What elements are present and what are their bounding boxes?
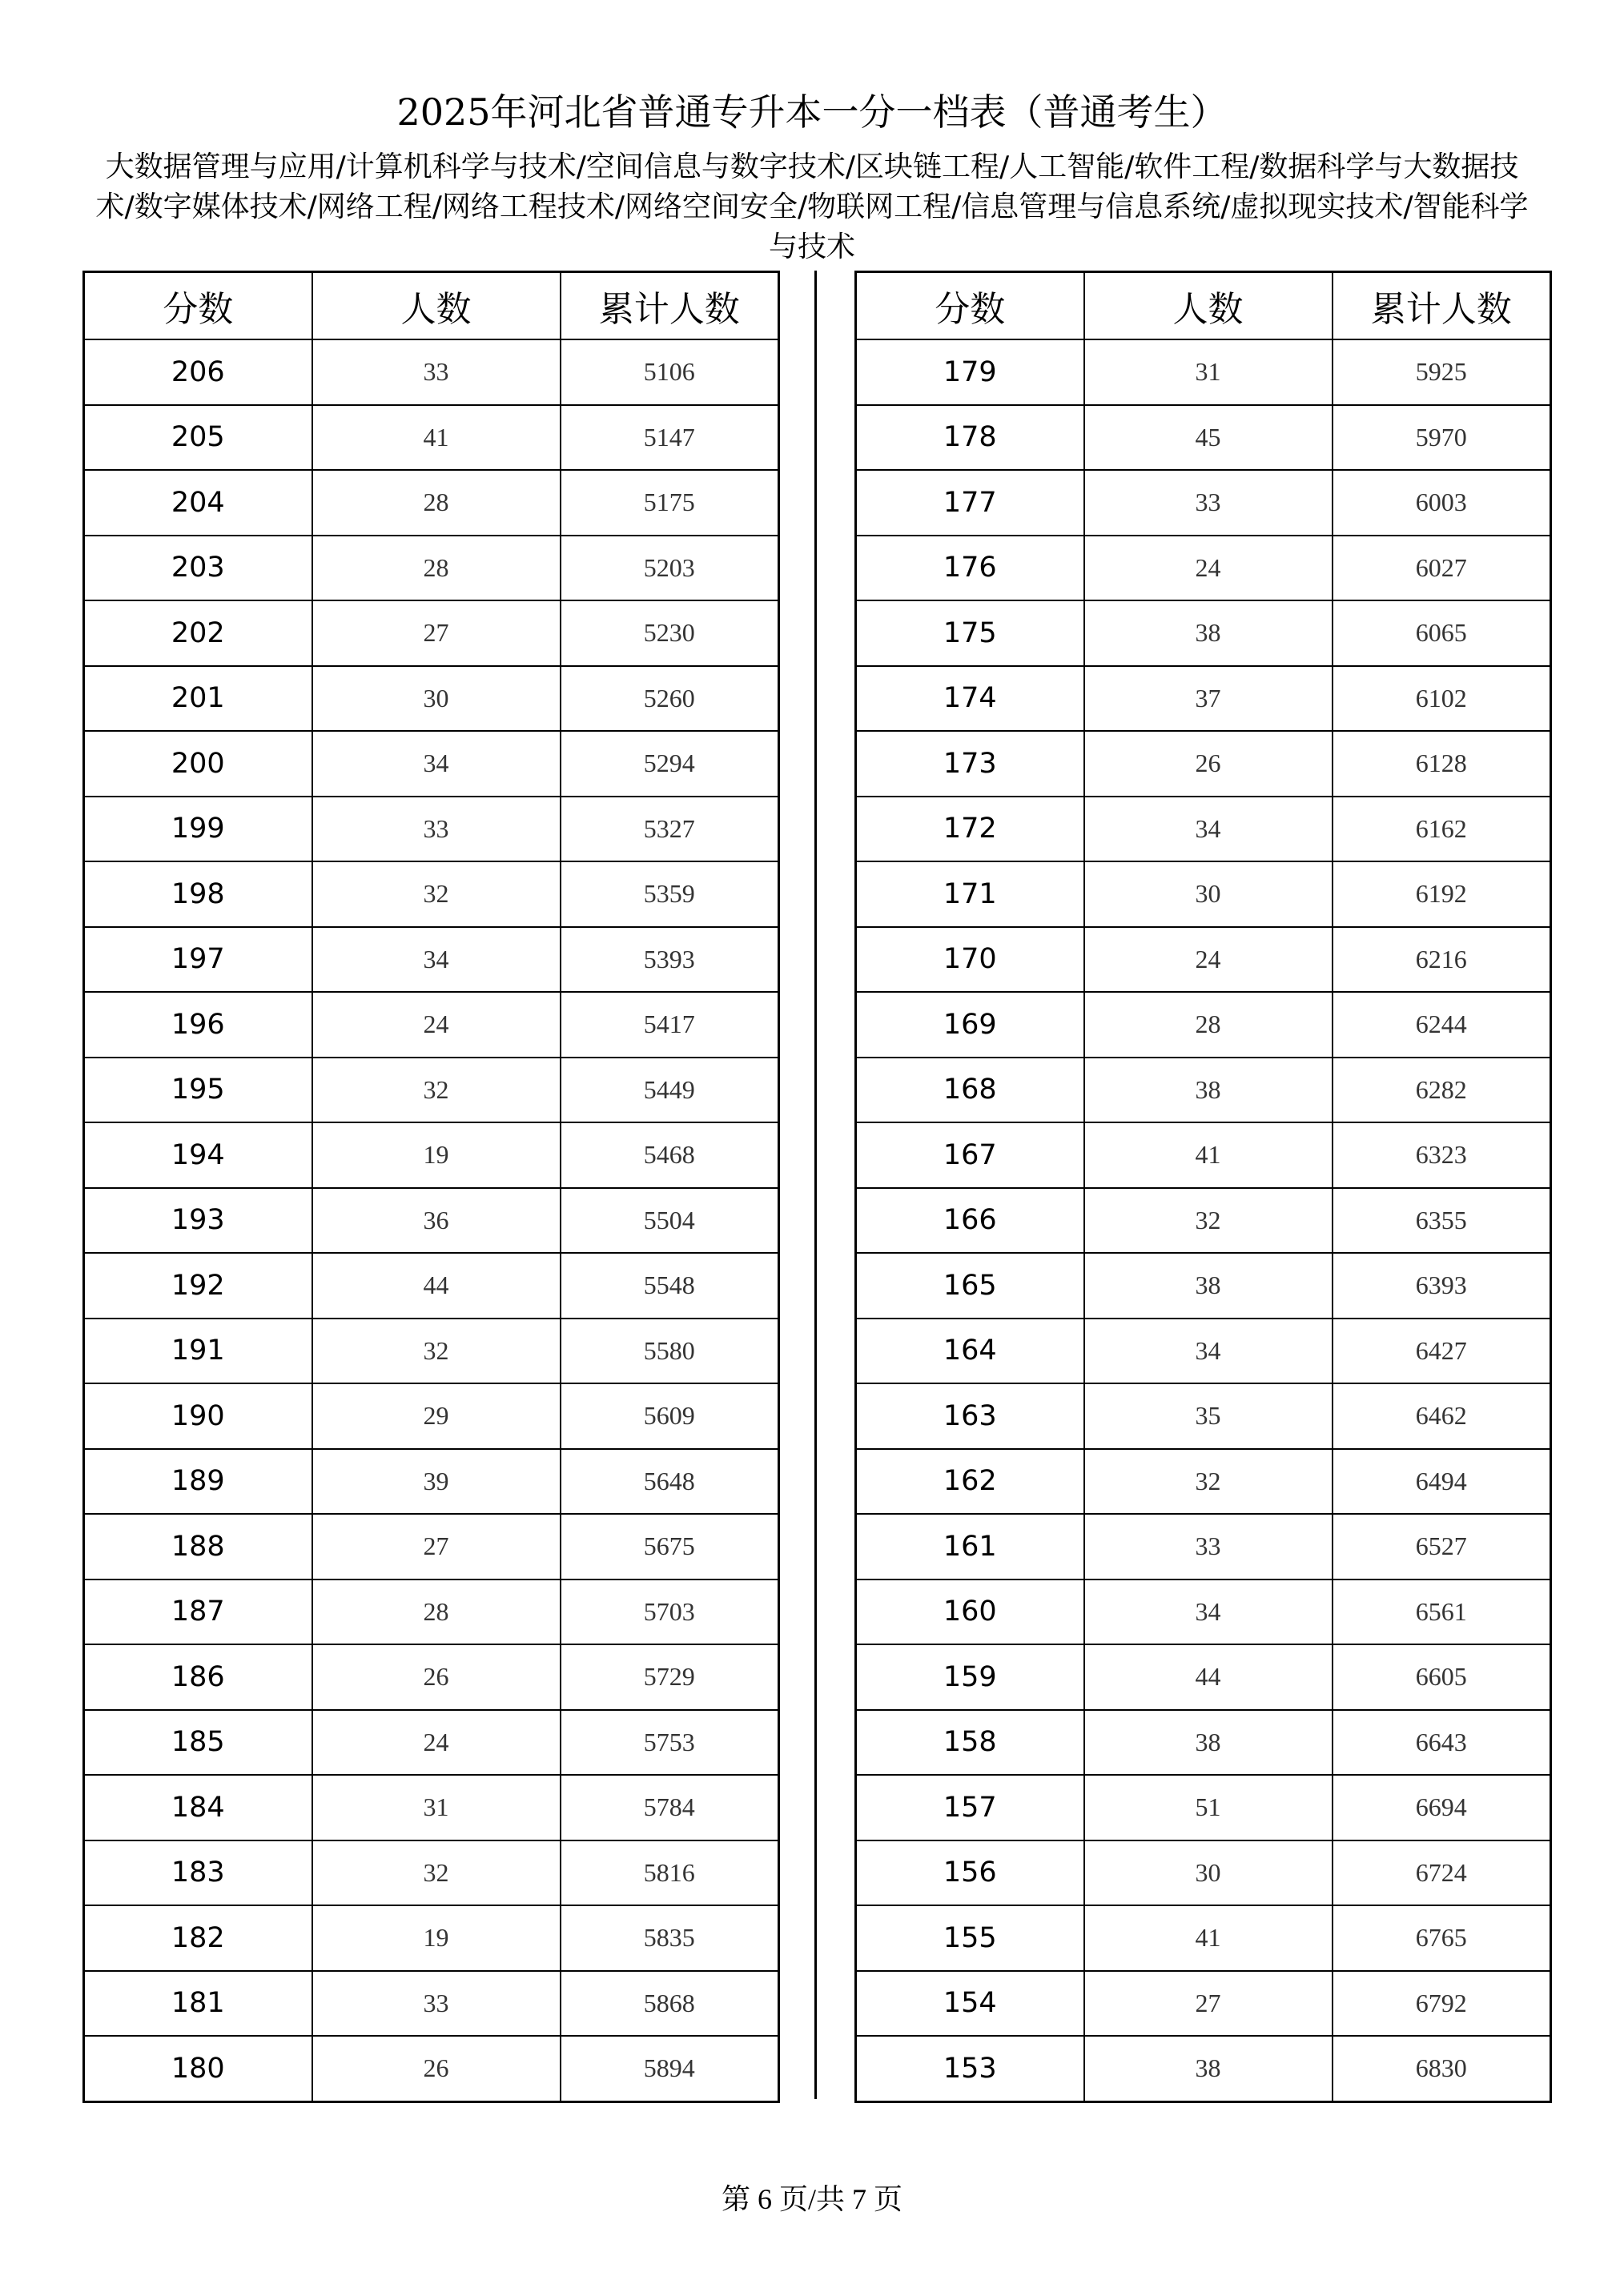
table-row — [856, 1514, 1551, 1580]
table-row — [856, 1449, 1551, 1515]
cell-score: 173 — [856, 731, 1084, 797]
cell-score: 199 — [84, 797, 312, 862]
cell-count: 41 — [312, 405, 561, 471]
table-row — [856, 1122, 1551, 1188]
cell-score: 170 — [856, 927, 1084, 993]
page-title: 2025年河北省普通专升本一分一档表（普通考生） — [396, 90, 1228, 134]
cell-count: 32 — [1084, 1188, 1333, 1254]
cell-score: 167 — [856, 1122, 1084, 1188]
cell-cumulative: 5504 — [561, 1188, 779, 1254]
cell-score: 158 — [856, 1710, 1084, 1776]
cell-cumulative: 5548 — [561, 1253, 779, 1319]
cell-count: 36 — [312, 1188, 561, 1254]
cell-score: 153 — [856, 2036, 1084, 2101]
table-row — [84, 536, 779, 601]
score-table-left — [82, 271, 780, 2103]
cell-score: 162 — [856, 1449, 1084, 1515]
cell-count: 27 — [312, 1514, 561, 1580]
cell-cumulative: 6216 — [1333, 927, 1551, 993]
cell-count: 33 — [312, 797, 561, 862]
cell-score: 164 — [856, 1319, 1084, 1384]
cell-cumulative: 6027 — [1333, 536, 1551, 601]
cell-count: 38 — [1084, 2036, 1333, 2101]
cell-cumulative: 5468 — [561, 1122, 779, 1188]
table-row — [856, 992, 1551, 1058]
cell-score: 157 — [856, 1775, 1084, 1840]
page-number: 第 6 页/共 7 页 — [721, 2183, 902, 2215]
cell-cumulative: 5729 — [561, 1644, 779, 1710]
table-row — [84, 797, 779, 862]
cell-count: 34 — [312, 927, 561, 993]
table-row — [84, 1775, 779, 1840]
cell-count: 38 — [1084, 1710, 1333, 1776]
table-row — [84, 1449, 779, 1515]
cell-score: 161 — [856, 1514, 1084, 1580]
cell-cumulative: 5925 — [1333, 339, 1551, 405]
cell-cumulative: 5816 — [561, 1840, 779, 1906]
cell-count: 24 — [1084, 536, 1333, 601]
cell-score: 203 — [84, 536, 312, 601]
cell-score: 198 — [84, 861, 312, 927]
cell-cumulative: 5835 — [561, 1905, 779, 1971]
header-score: 分数 — [84, 272, 312, 340]
cell-count: 32 — [312, 1058, 561, 1123]
cell-count: 44 — [312, 1253, 561, 1319]
table-row — [84, 1188, 779, 1254]
cell-cumulative: 5393 — [561, 927, 779, 993]
table-row — [84, 1058, 779, 1123]
table-row — [856, 1253, 1551, 1319]
cell-score: 174 — [856, 666, 1084, 732]
cell-count: 32 — [312, 1840, 561, 1906]
table-body-left — [84, 339, 779, 2101]
cell-score: 181 — [84, 1971, 312, 2037]
header-cumulative: 累计人数 — [1333, 272, 1551, 340]
cell-score: 183 — [84, 1840, 312, 1906]
cell-count: 24 — [312, 1710, 561, 1776]
cell-score: 168 — [856, 1058, 1084, 1123]
cell-score: 180 — [84, 2036, 312, 2101]
table-row — [84, 1319, 779, 1384]
cell-cumulative: 6494 — [1333, 1449, 1551, 1515]
table-row — [84, 1253, 779, 1319]
table-body-right — [856, 339, 1551, 2101]
table-row — [84, 1580, 779, 1645]
cell-score: 189 — [84, 1449, 312, 1515]
cell-score: 156 — [856, 1840, 1084, 1906]
cell-score: 176 — [856, 536, 1084, 601]
cell-count: 51 — [1084, 1775, 1333, 1840]
table-row — [856, 600, 1551, 666]
cell-score: 178 — [856, 405, 1084, 471]
cell-cumulative: 5648 — [561, 1449, 779, 1515]
table-row — [856, 2036, 1551, 2101]
cell-cumulative: 5703 — [561, 1580, 779, 1645]
cell-count: 38 — [1084, 1058, 1333, 1123]
cell-score: 160 — [856, 1580, 1084, 1645]
table-row — [84, 1840, 779, 1906]
cell-count: 39 — [312, 1449, 561, 1515]
cell-count: 34 — [1084, 797, 1333, 862]
cell-count: 34 — [312, 731, 561, 797]
cell-score: 201 — [84, 666, 312, 732]
cell-cumulative: 6282 — [1333, 1058, 1551, 1123]
cell-score: 172 — [856, 797, 1084, 862]
table-row — [856, 1383, 1551, 1449]
cell-score: 200 — [84, 731, 312, 797]
cell-count: 28 — [312, 470, 561, 536]
cell-count: 45 — [1084, 405, 1333, 471]
cell-cumulative: 5894 — [561, 2036, 779, 2101]
cell-cumulative: 5580 — [561, 1319, 779, 1384]
table-row — [84, 470, 779, 536]
cell-score: 190 — [84, 1383, 312, 1449]
table-row — [84, 861, 779, 927]
cell-count: 34 — [1084, 1319, 1333, 1384]
cell-score: 195 — [84, 1058, 312, 1123]
cell-count: 27 — [312, 600, 561, 666]
cell-count: 32 — [312, 1319, 561, 1384]
cell-count: 34 — [1084, 1580, 1333, 1645]
cell-cumulative: 5753 — [561, 1710, 779, 1776]
table-row — [84, 405, 779, 471]
table-row — [856, 1905, 1551, 1971]
cell-count: 44 — [1084, 1644, 1333, 1710]
cell-score: 155 — [856, 1905, 1084, 1971]
table-row — [856, 797, 1551, 862]
table-row — [84, 2036, 779, 2101]
cell-score: 205 — [84, 405, 312, 471]
table-row — [856, 1058, 1551, 1123]
table-row — [856, 339, 1551, 405]
table-row — [84, 1514, 779, 1580]
cell-count: 31 — [312, 1775, 561, 1840]
cell-count: 26 — [312, 1644, 561, 1710]
cell-cumulative: 6792 — [1333, 1971, 1551, 2037]
cell-count: 30 — [1084, 861, 1333, 927]
table-row — [84, 1905, 779, 1971]
cell-cumulative: 5175 — [561, 470, 779, 536]
cell-count: 33 — [1084, 1514, 1333, 1580]
table-row — [856, 536, 1551, 601]
cell-score: 193 — [84, 1188, 312, 1254]
score-table-right — [854, 271, 1552, 2103]
cell-cumulative: 6323 — [1333, 1122, 1551, 1188]
cell-cumulative: 6128 — [1333, 731, 1551, 797]
cell-count: 35 — [1084, 1383, 1333, 1449]
cell-count: 32 — [1084, 1449, 1333, 1515]
cell-cumulative: 6003 — [1333, 470, 1551, 536]
table-row — [856, 1319, 1551, 1384]
cell-cumulative: 6162 — [1333, 797, 1551, 862]
header-count: 人数 — [1084, 272, 1333, 340]
cell-cumulative: 5106 — [561, 339, 779, 405]
cell-cumulative: 6605 — [1333, 1644, 1551, 1710]
cell-cumulative: 6765 — [1333, 1905, 1551, 1971]
cell-cumulative: 5203 — [561, 536, 779, 601]
cell-score: 171 — [856, 861, 1084, 927]
cell-cumulative: 6355 — [1333, 1188, 1551, 1254]
cell-cumulative: 6192 — [1333, 861, 1551, 927]
cell-cumulative: 5970 — [1333, 405, 1551, 471]
cell-count: 33 — [312, 1971, 561, 2037]
cell-cumulative: 5230 — [561, 600, 779, 666]
cell-score: 186 — [84, 1644, 312, 1710]
cell-cumulative: 5359 — [561, 861, 779, 927]
table-row — [84, 600, 779, 666]
table-row — [84, 1122, 779, 1188]
cell-count: 27 — [1084, 1971, 1333, 2037]
table-row — [856, 1188, 1551, 1254]
cell-score: 187 — [84, 1580, 312, 1645]
cell-score: 196 — [84, 992, 312, 1058]
cell-score: 206 — [84, 339, 312, 405]
table-row — [856, 731, 1551, 797]
cell-cumulative: 5260 — [561, 666, 779, 732]
cell-cumulative: 5327 — [561, 797, 779, 862]
cell-count: 29 — [312, 1383, 561, 1449]
cell-cumulative: 6724 — [1333, 1840, 1551, 1906]
cell-cumulative: 6561 — [1333, 1580, 1551, 1645]
header-row — [856, 272, 1551, 340]
cell-cumulative: 5868 — [561, 1971, 779, 2037]
cell-count: 38 — [1084, 600, 1333, 666]
cell-cumulative: 5417 — [561, 992, 779, 1058]
table-row — [84, 1710, 779, 1776]
cell-count: 28 — [312, 536, 561, 601]
table-row — [856, 1580, 1551, 1645]
cell-cumulative: 6244 — [1333, 992, 1551, 1058]
table-row — [856, 1775, 1551, 1840]
cell-score: 182 — [84, 1905, 312, 1971]
cell-count: 28 — [1084, 992, 1333, 1058]
cell-count: 26 — [1084, 731, 1333, 797]
table-row — [84, 339, 779, 405]
cell-count: 32 — [312, 861, 561, 927]
cell-score: 175 — [856, 600, 1084, 666]
cell-count: 33 — [312, 339, 561, 405]
cell-score: 191 — [84, 1319, 312, 1384]
cell-score: 192 — [84, 1253, 312, 1319]
cell-cumulative: 6065 — [1333, 600, 1551, 666]
cell-cumulative: 6694 — [1333, 1775, 1551, 1840]
cell-count: 37 — [1084, 666, 1333, 732]
table-row — [856, 1710, 1551, 1776]
header-row — [84, 272, 779, 340]
cell-cumulative: 6393 — [1333, 1253, 1551, 1319]
cell-count: 24 — [312, 992, 561, 1058]
cell-cumulative: 5449 — [561, 1058, 779, 1123]
table-row — [84, 1383, 779, 1449]
table-row — [84, 1971, 779, 2037]
cell-score: 188 — [84, 1514, 312, 1580]
table-row — [84, 666, 779, 732]
cell-cumulative: 5784 — [561, 1775, 779, 1840]
cell-cumulative: 6102 — [1333, 666, 1551, 732]
cell-count: 19 — [312, 1122, 561, 1188]
cell-score: 177 — [856, 470, 1084, 536]
table-row — [84, 1644, 779, 1710]
cell-count: 28 — [312, 1580, 561, 1645]
major-list: 大数据管理与应用/计算机科学与技术/空间信息与数字技术/区块链工程/人工智能/软件工程/数据科学与大数据技术/数字媒体技术/网络工程/网络工程技术/网络空间安全/物联网工程/信息管理与信息系统/虚拟现实技术/智能科学与技术 — [95, 151, 1529, 263]
header-cumulative: 累计人数 — [561, 272, 779, 340]
table-row — [856, 927, 1551, 993]
cell-score: 166 — [856, 1188, 1084, 1254]
table-row — [84, 731, 779, 797]
cell-score: 179 — [856, 339, 1084, 405]
cell-cumulative: 5147 — [561, 405, 779, 471]
cell-count: 30 — [312, 666, 561, 732]
cell-score: 202 — [84, 600, 312, 666]
cell-count: 33 — [1084, 470, 1333, 536]
cell-count: 38 — [1084, 1253, 1333, 1319]
cell-cumulative: 6427 — [1333, 1319, 1551, 1384]
cell-score: 169 — [856, 992, 1084, 1058]
table-row — [856, 666, 1551, 732]
cell-cumulative: 5609 — [561, 1383, 779, 1449]
cell-score: 204 — [84, 470, 312, 536]
cell-count: 41 — [1084, 1122, 1333, 1188]
table-row — [84, 927, 779, 993]
cell-count: 30 — [1084, 1840, 1333, 1906]
cell-cumulative: 6830 — [1333, 2036, 1551, 2101]
cell-score: 197 — [84, 927, 312, 993]
cell-cumulative: 6462 — [1333, 1383, 1551, 1449]
table-row — [856, 405, 1551, 471]
cell-score: 163 — [856, 1383, 1084, 1449]
cell-cumulative: 6643 — [1333, 1710, 1551, 1776]
table-row — [856, 861, 1551, 927]
cell-score: 154 — [856, 1971, 1084, 2037]
cell-cumulative: 5294 — [561, 731, 779, 797]
header-score: 分数 — [856, 272, 1084, 340]
cell-score: 184 — [84, 1775, 312, 1840]
cell-cumulative: 5675 — [561, 1514, 779, 1580]
cell-count: 19 — [312, 1905, 561, 1971]
cell-score: 165 — [856, 1253, 1084, 1319]
cell-score: 194 — [84, 1122, 312, 1188]
cell-score: 159 — [856, 1644, 1084, 1710]
cell-count: 24 — [1084, 927, 1333, 993]
cell-count: 26 — [312, 2036, 561, 2101]
cell-cumulative: 6527 — [1333, 1514, 1551, 1580]
column-divider — [814, 271, 817, 2099]
table-row — [856, 1840, 1551, 1906]
table-row — [856, 470, 1551, 536]
table-row — [856, 1644, 1551, 1710]
cell-count: 41 — [1084, 1905, 1333, 1971]
cell-count: 31 — [1084, 339, 1333, 405]
header-count: 人数 — [312, 272, 561, 340]
table-row — [856, 1971, 1551, 2037]
cell-score: 185 — [84, 1710, 312, 1776]
table-row — [84, 992, 779, 1058]
